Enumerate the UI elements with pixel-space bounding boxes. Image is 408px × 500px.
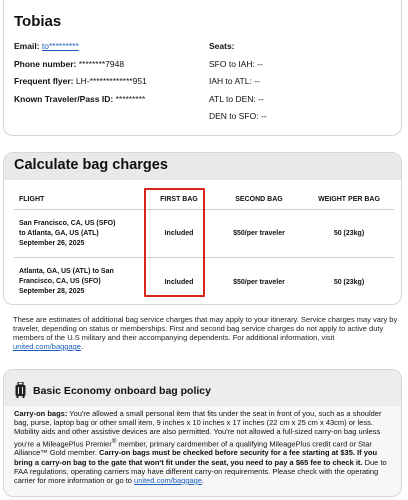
seat-item: IAH to ATL: -- [209,76,260,86]
second-bag-cell: $50/per traveler [233,230,285,237]
seats-label: Seats: [209,41,235,51]
flight-line: to Atlanta, GA, US (ATL) [19,230,99,237]
disclaimer-text: These are estimates of additional bag service charges that may apply to your itinerary. Service charges may vary by traveler, depending on status or memberships. First and second bag service charges do not apply to active duty members of the U.S military and their accompanying dependents. For additional information, visit [13,315,398,342]
seat-item: ATL to DEN: -- [209,94,264,104]
first-bag-cell: Included [164,279,194,286]
flight-line: San Francisco, CA, US (SFO) [19,220,116,227]
registered-mark: ® [111,437,117,445]
first-bag-cell: Included [164,230,194,237]
frequent-flyer-label: Frequent flyer: [14,76,74,86]
traveler-card [3,0,402,136]
weight-cell: 50 (23kg) [333,230,365,237]
header-weight: WEIGHT PER BAG [318,196,380,203]
bag-charges-title: Calculate bag charges [4,153,401,180]
bag-disclaimer [13,315,398,351]
baggage-link[interactable]: united.com/baggage [13,342,81,351]
header-second-bag: SECOND BAG [235,196,283,203]
carry-on-label: Carry-on bags: [14,409,68,418]
basic-economy-policy-card [3,369,402,497]
flight-date: September 28, 2025 [19,288,85,295]
disclaimer-end: . [80,342,84,351]
known-traveler-value: ********* [115,94,146,104]
email-label: Email: [14,41,40,51]
policy-paragraph: You're allowed a small personal item that fits under the seat in front of you, such as a shoulder bag, purse, laptop bag or other small item, 9 inches x 10 inches x 17 inches (22 cm x 25 cm x 43cm) or less. Mobility aids and other assistive devices are also permitted. You're not allowed a full-sized carry-on bag unless you're a MileagePlus Premier [14,409,382,449]
policy-fee-notice: Carry-on bags must be checked before security for a fee starting at $35. If you bring a carry-on bag to the gate that won't fit under the seat, you need to pay a $65 fee to check it. [14,448,378,467]
policy-end: . [202,475,205,485]
flight-date: September 26, 2025 [19,240,85,247]
first-bag-highlight [144,188,205,297]
luggage-icon [15,382,26,398]
second-bag-cell: $50/per traveler [233,279,285,286]
policy-title: Basic Economy onboard bag policy [33,385,211,397]
frequent-flyer-row [14,76,147,86]
policy-header [4,370,402,406]
flight-cell [19,267,149,297]
policy-baggage-link[interactable]: united.com/baggage [134,475,203,485]
phone-value: ********7948 [78,59,125,69]
email-row [14,41,79,51]
header-first-bag: FIRST BAG [160,196,198,203]
phone-label: Phone number: [14,59,77,69]
phone-row [14,59,124,69]
policy-text [14,409,396,485]
flight-line: Francisco, CA, US (SFO) [19,278,101,285]
frequent-flyer-value: LH-*************951 [75,76,147,86]
email-link[interactable]: to********* [41,41,79,51]
policy-paragraph: Due to FAA regulations, operating carriers may have different carry-on requirements. Please check with the operating carrier for more information or go to [14,457,387,485]
known-traveler-row [14,94,145,104]
flight-cell [19,219,149,249]
seat-item: SFO to IAH: -- [209,59,263,69]
header-flight: FLIGHT [19,196,45,203]
policy-paragraph: member, primary cardmember of a qualifying MileagePlus credit card or Star Alliance™ Gold member. [14,439,372,458]
known-traveler-label: Known Traveler/Pass ID: [14,94,114,104]
seat-item: DEN to SFO: -- [209,111,267,121]
weight-cell: 50 (23kg) [333,279,365,286]
traveler-name: Tobias [14,13,62,30]
flight-line: Atlanta, GA, US (ATL) to San [19,268,114,275]
